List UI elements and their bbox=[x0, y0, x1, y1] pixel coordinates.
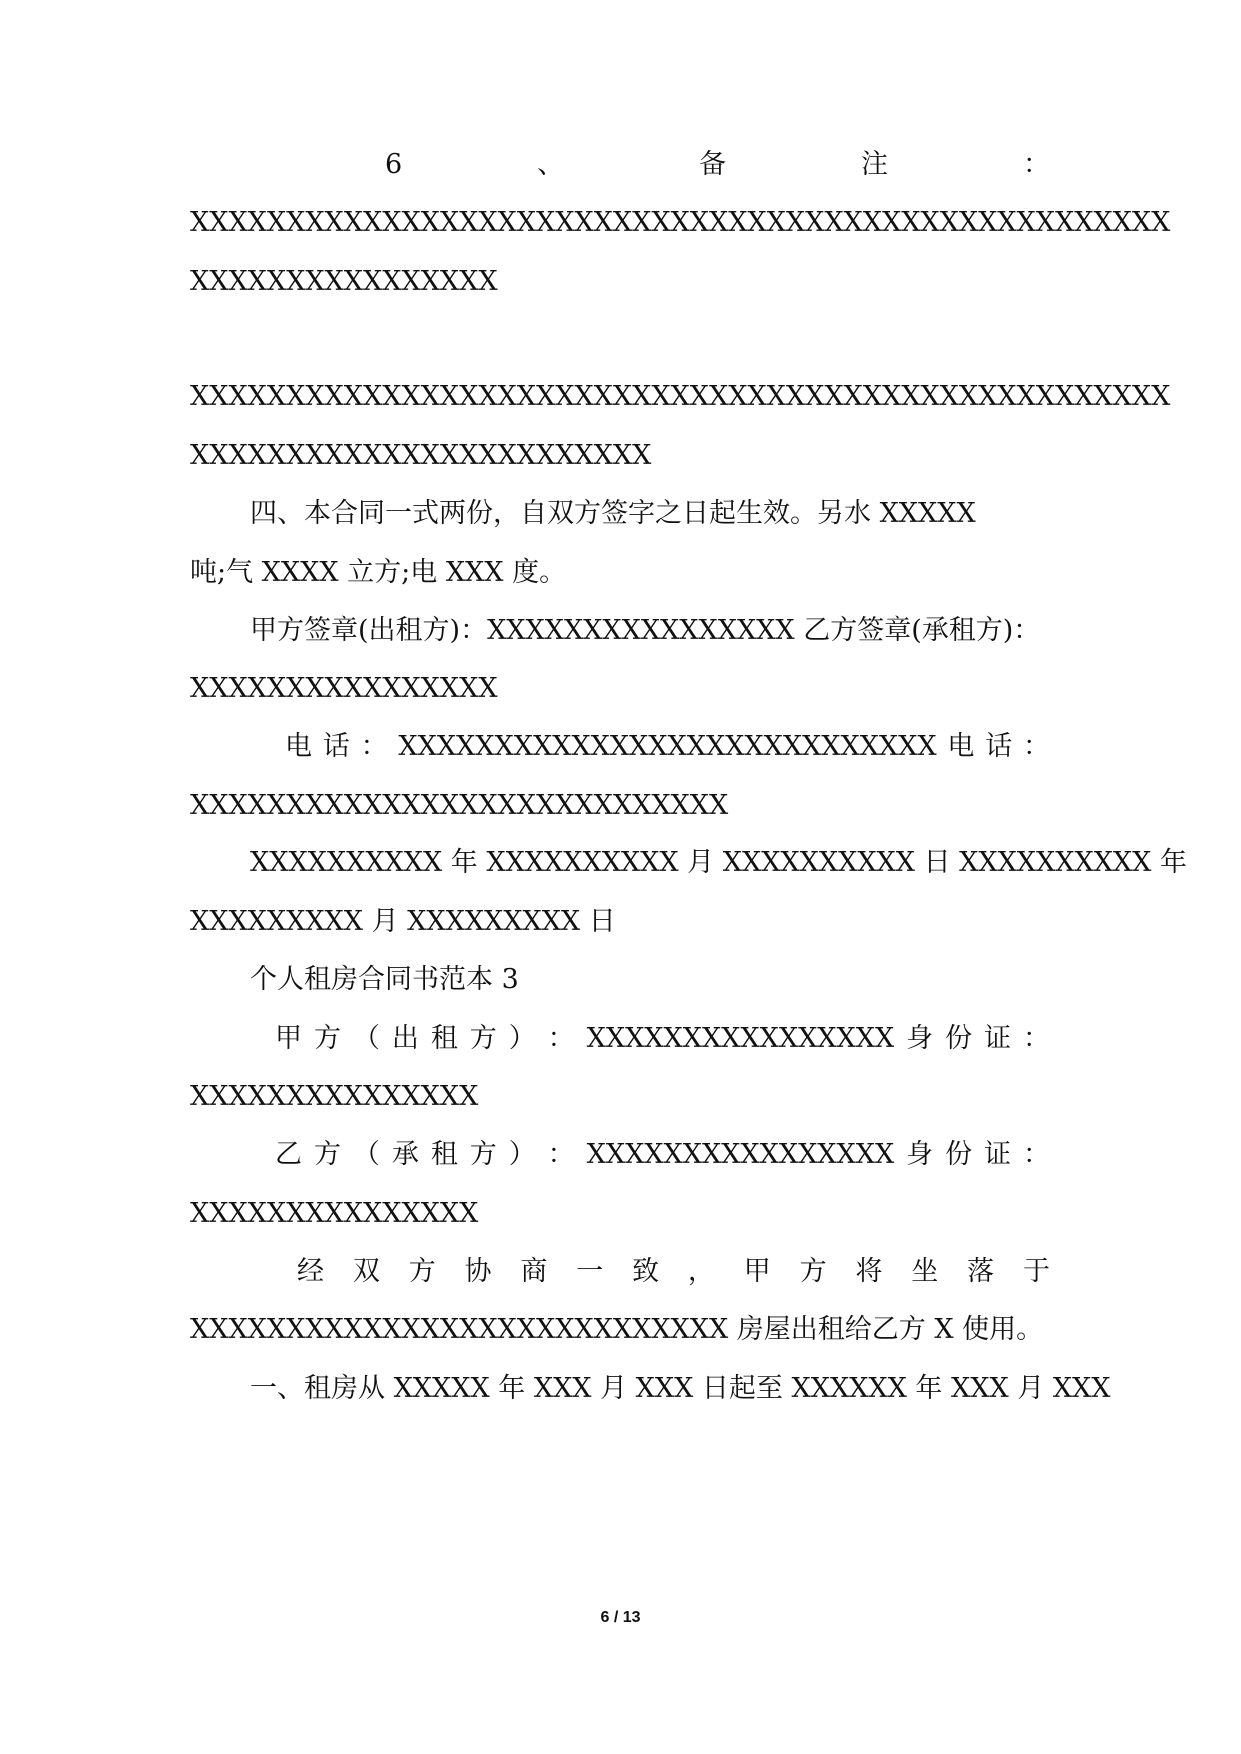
section-title: 个人租房合同书范本 3 bbox=[250, 964, 519, 995]
party-a-part: ： bbox=[547, 1023, 575, 1054]
remarks-heading-part: 备 bbox=[699, 149, 727, 180]
agreement-part: 于 bbox=[1022, 1256, 1050, 1287]
agreement-part: 方 bbox=[799, 1256, 827, 1287]
party-a-part: 方 bbox=[313, 1023, 341, 1054]
party-b-part: 证 bbox=[984, 1139, 1012, 1170]
phone-label-part: 话 bbox=[985, 731, 1013, 762]
party-a-part: 租 bbox=[430, 1023, 458, 1054]
remarks-heading-part: 6 bbox=[385, 149, 403, 180]
party-a-part: 出 bbox=[391, 1023, 419, 1054]
clause-one-line: 一、租房从 XXXXX 年 XXX 月 XXX 日起至 XXXXXX 年 XXX 月 XXX bbox=[250, 1373, 1111, 1404]
party-b-part: （ bbox=[352, 1139, 380, 1170]
remarks-heading bbox=[385, 145, 1050, 185]
remarks-text-line: XXXXXXXXXXXXXXXX bbox=[190, 266, 498, 297]
phone-label-part: ： bbox=[1023, 731, 1050, 762]
phone-label-part: 电 bbox=[947, 731, 975, 762]
phone-line bbox=[285, 727, 1050, 767]
party-a-id-line: XXXXXXXXXXXXXXX bbox=[190, 1081, 479, 1112]
party-a-part: ） bbox=[508, 1023, 536, 1054]
party-a-part: 证 bbox=[984, 1023, 1012, 1054]
agreement-part: 致 bbox=[632, 1256, 660, 1287]
party-b-part: 承 bbox=[391, 1139, 419, 1170]
party-b-part: 身 bbox=[906, 1139, 934, 1170]
party-a-part: ： bbox=[1022, 1023, 1050, 1054]
party-a-line bbox=[275, 1019, 1050, 1059]
party-b-part: 乙 bbox=[275, 1139, 302, 1170]
agreement-part: 将 bbox=[855, 1256, 883, 1287]
phone-label-part: 电 bbox=[285, 731, 312, 762]
agreement-line bbox=[297, 1252, 1050, 1292]
page-number: 6 / 13 bbox=[600, 1609, 641, 1626]
remarks-heading-part: 、 bbox=[537, 149, 565, 180]
party-a-part: 身 bbox=[906, 1023, 934, 1054]
party-a-name: XXXXXXXXXXXXXXXX bbox=[586, 1023, 895, 1054]
party-b-name: XXXXXXXXXXXXXXXX bbox=[586, 1139, 895, 1170]
paragraph-line: XXXXXXXXXXXXXXXXXXXXXXXX bbox=[190, 440, 652, 471]
party-a-part: 方 bbox=[469, 1023, 497, 1054]
party-b-part: 方 bbox=[313, 1139, 341, 1170]
date-line: XXXXXXXXX 月 XXXXXXXXX 日 bbox=[190, 906, 616, 937]
party-a-part: 份 bbox=[945, 1023, 973, 1054]
agreement-part: 一 bbox=[576, 1256, 604, 1287]
agreement-line: XXXXXXXXXXXXXXXXXXXXXXXXXXXX 房屋出租给乙方 X 使用。 bbox=[190, 1314, 1044, 1345]
remarks-text-line: XXXXXXXXXXXXXXXXXXXXXXXXXXXXXXXXXXXXXXXXXXXXXXXXXXX bbox=[190, 207, 1171, 238]
party-b-id-line: XXXXXXXXXXXXXXX bbox=[190, 1198, 479, 1229]
phone-label-part: ： bbox=[360, 731, 388, 762]
agreement-part: 甲 bbox=[743, 1256, 771, 1287]
paragraph-line: XXXXXXXXXXXXXXXXXXXXXXXXXXXXXXXXXXXXXXXXXXXXXXXXXXX bbox=[190, 381, 1171, 412]
phone-value-line: XXXXXXXXXXXXXXXXXXXXXXXXXXXX bbox=[190, 790, 729, 821]
agreement-part: 商 bbox=[520, 1256, 548, 1287]
agreement-part: ， bbox=[687, 1256, 715, 1287]
party-b-part: 租 bbox=[430, 1139, 458, 1170]
party-b-part: 方 bbox=[469, 1139, 497, 1170]
agreement-part: 协 bbox=[464, 1256, 492, 1287]
remarks-heading-part: ： bbox=[1023, 149, 1050, 180]
signature-line: XXXXXXXXXXXXXXXX bbox=[190, 673, 498, 704]
agreement-part: 双 bbox=[352, 1256, 380, 1287]
clause-four-line: 四、本合同一式两份，自双方签字之日起生效。另水 XXXXX bbox=[250, 498, 976, 529]
agreement-part: 坐 bbox=[911, 1256, 939, 1287]
agreement-part: 经 bbox=[297, 1256, 324, 1287]
party-b-part: ： bbox=[547, 1139, 575, 1170]
party-b-part: ： bbox=[1022, 1139, 1050, 1170]
party-a-part: （ bbox=[352, 1023, 380, 1054]
phone-label-part: 话 bbox=[322, 731, 350, 762]
agreement-part: 落 bbox=[967, 1256, 995, 1287]
clause-four-line: 吨;气 XXXX 立方;电 XXX 度。 bbox=[190, 557, 567, 588]
party-a-part: 甲 bbox=[275, 1023, 302, 1054]
date-line: XXXXXXXXXX 年 XXXXXXXXXX 月 XXXXXXXXXX 日 XXXXXXXXXX 年 bbox=[250, 847, 1187, 878]
party-b-line bbox=[275, 1135, 1050, 1175]
agreement-part: 方 bbox=[408, 1256, 436, 1287]
phone-value: XXXXXXXXXXXXXXXXXXXXXXXXXXXX bbox=[398, 731, 937, 762]
signature-line: 甲方签章(出租方)：XXXXXXXXXXXXXXXX 乙方签章(承租方)： bbox=[250, 615, 1041, 646]
remarks-heading-part: 注 bbox=[861, 149, 889, 180]
party-b-part: 份 bbox=[945, 1139, 973, 1170]
party-b-part: ） bbox=[508, 1139, 536, 1170]
